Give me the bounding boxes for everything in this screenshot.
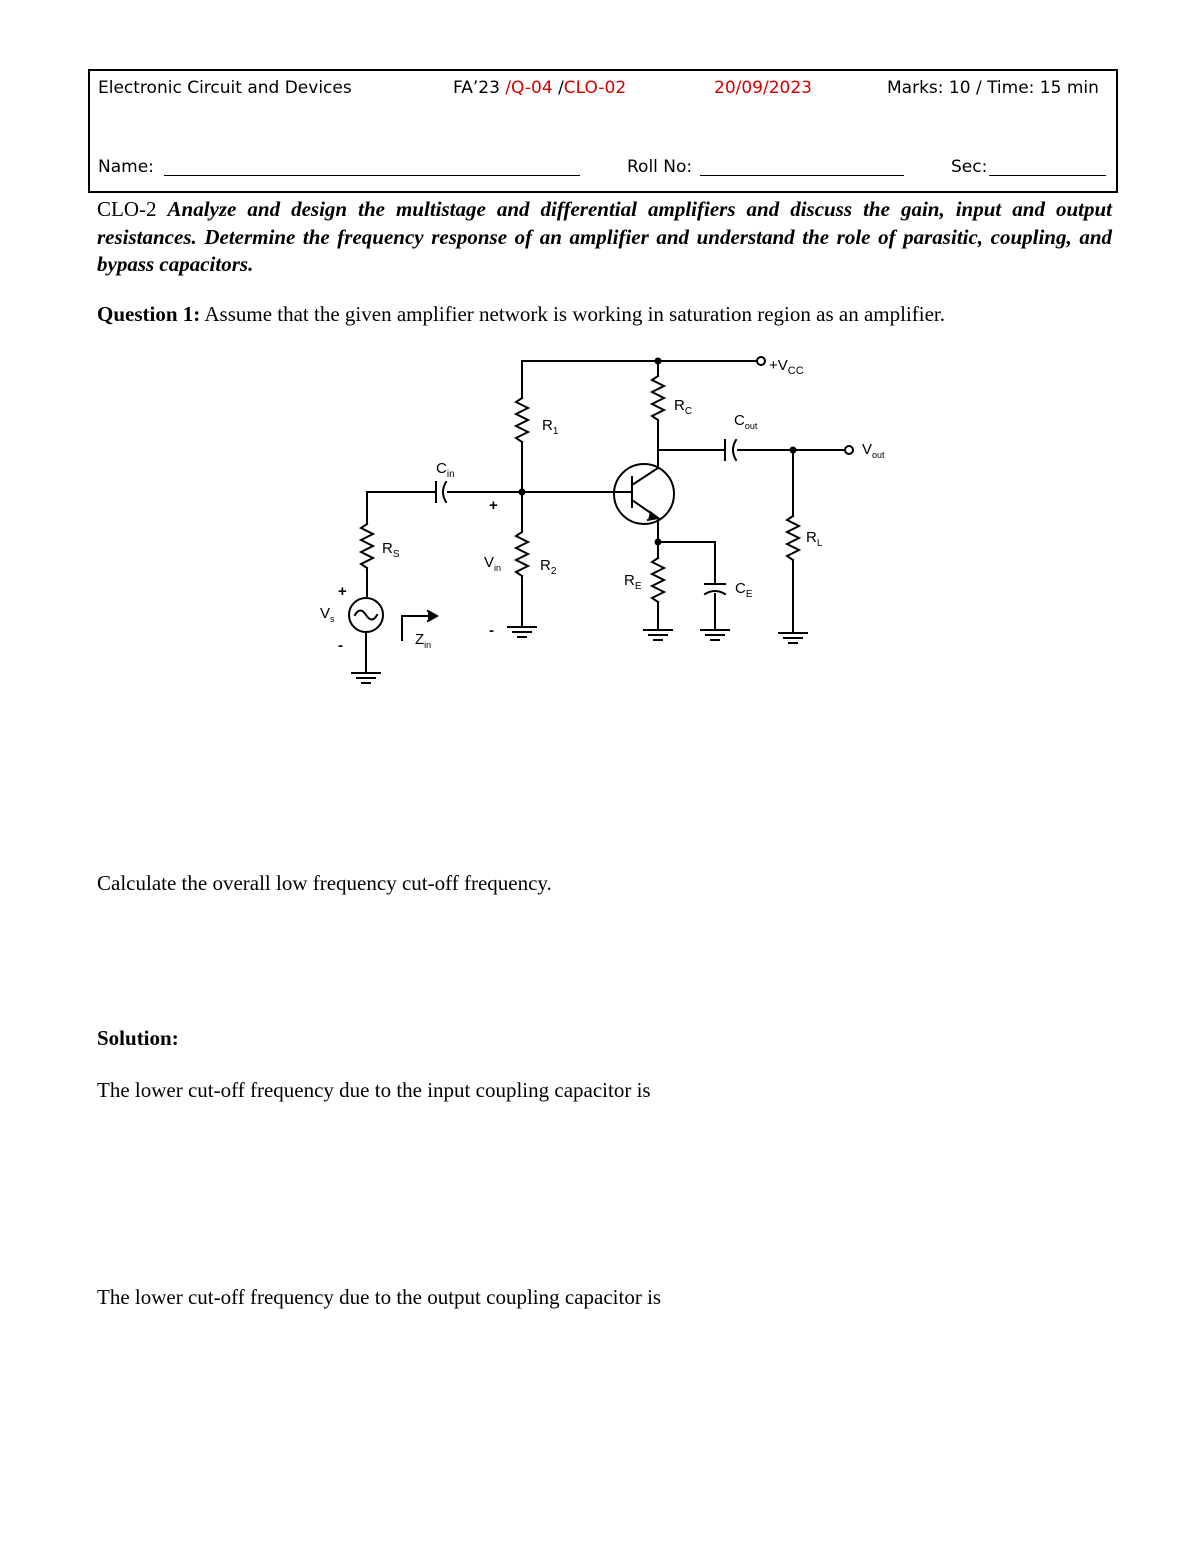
cin-label: $C_{in}$ bbox=[436, 460, 455, 480]
vs-minus: - bbox=[338, 637, 343, 654]
header-box bbox=[88, 69, 1118, 193]
ce-wire-top bbox=[658, 542, 715, 582]
code-sep1: / bbox=[505, 78, 512, 98]
re-label: $R_E$ bbox=[624, 572, 642, 592]
sec-field-line[interactable] bbox=[989, 161, 1106, 176]
rl-label: $R_L$ bbox=[806, 529, 823, 549]
vcc-label: $+V_{CC}$ bbox=[769, 357, 804, 377]
r2-resistor bbox=[516, 532, 528, 576]
vin-label: $V_{in}$ bbox=[484, 554, 502, 573]
r1-resistor bbox=[516, 398, 528, 442]
vin-minus: - bbox=[489, 622, 494, 639]
ce-ground bbox=[701, 630, 729, 640]
r1-label: $R_1$ bbox=[542, 417, 559, 437]
vcc-terminal bbox=[757, 357, 765, 365]
re-resistor bbox=[652, 558, 664, 602]
question-text: Assume that the given amplifier network is working in saturation region as an amplifier. bbox=[200, 302, 946, 326]
cout-label: $C_{out}$ bbox=[734, 412, 758, 431]
code-quiz: Q-04 bbox=[511, 78, 559, 98]
r2-label: $R_2$ bbox=[540, 557, 557, 577]
amplifier-circuit-diagram bbox=[0, 340, 1200, 700]
code-clo: CLO-02 bbox=[563, 78, 627, 98]
rl-ground bbox=[779, 633, 807, 643]
emitter-node bbox=[655, 539, 662, 546]
roll-field-line[interactable] bbox=[700, 161, 904, 176]
vs-plus: + bbox=[338, 583, 347, 600]
solution-line-input-cap: The lower cut-off frequency due to the input coupling capacitor is bbox=[97, 1078, 651, 1102]
re-ground bbox=[644, 630, 672, 640]
zin-arrow-head bbox=[428, 611, 437, 621]
course-title: Electronic Circuit and Devices bbox=[98, 78, 352, 98]
solution-line-output-cap: The lower cut-off frequency due to the output coupling capacitor is bbox=[97, 1285, 662, 1309]
quiz-code bbox=[453, 78, 626, 98]
code-sep2: / bbox=[558, 78, 564, 98]
source-ground bbox=[352, 673, 380, 683]
name-label: Name: bbox=[98, 157, 154, 177]
cout-plate-right bbox=[733, 440, 736, 460]
rc-label: $R_C$ bbox=[674, 397, 693, 417]
name-field-line[interactable] bbox=[164, 161, 580, 176]
solution-label: Solution: bbox=[97, 1026, 179, 1050]
emitter-lead bbox=[632, 500, 658, 542]
marks-time: Marks: 10 / Time: 15 min bbox=[887, 78, 1099, 98]
clo-statement bbox=[97, 196, 1112, 279]
question-label: Question 1: bbox=[97, 302, 201, 326]
base-node bbox=[519, 489, 526, 496]
vin-plus: + bbox=[489, 497, 498, 514]
vout-node bbox=[790, 447, 797, 454]
vs-label: $V_s$ bbox=[320, 605, 335, 624]
question bbox=[97, 302, 945, 327]
vcc-node bbox=[655, 358, 662, 365]
ac-source-wave bbox=[355, 611, 377, 620]
rs-label: $R_S$ bbox=[382, 540, 400, 560]
vout-terminal bbox=[845, 446, 853, 454]
ce-label: $C_E$ bbox=[735, 580, 753, 600]
rs-resistor bbox=[361, 524, 373, 568]
task-text: Calculate the overall low frequency cut-off frequency. bbox=[97, 871, 552, 895]
sec-label: Sec: bbox=[951, 157, 988, 177]
rc-resistor bbox=[652, 376, 664, 420]
vout-label: $V_{out}$ bbox=[862, 441, 885, 460]
rl-resistor bbox=[787, 516, 799, 560]
roll-label: Roll No: bbox=[627, 157, 693, 177]
r2-ground bbox=[508, 627, 536, 637]
clo-label: CLO-2 bbox=[97, 197, 157, 221]
zin-label: $Z_{in}$ bbox=[415, 631, 432, 650]
clo-text: Analyze and design the multistage and differential amplifiers and discuss the gain, input and output resistances. Determine the frequency response of an amplifier and understand the role of parasitic, coupling, and bypass capacitors. bbox=[97, 197, 1112, 276]
code-prefix: FA’23 bbox=[453, 78, 506, 98]
cin-plate-right bbox=[443, 482, 446, 502]
quiz-date: 20/09/2023 bbox=[714, 78, 812, 98]
transistor-body bbox=[614, 464, 674, 524]
